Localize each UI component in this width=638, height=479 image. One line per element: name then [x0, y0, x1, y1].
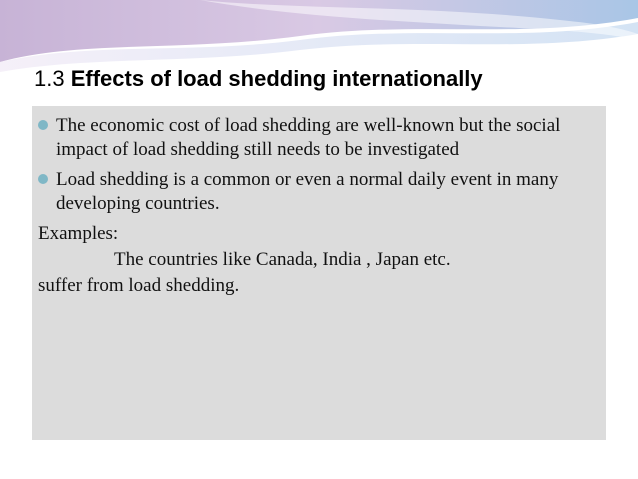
- bullet-text: The economic cost of load shedding are well-known but the social impact of load shedding still needs to be investigated: [56, 115, 561, 160]
- bullet-item: [38, 168, 598, 216]
- slide-content: [38, 114, 598, 298]
- title-heading: Effects of load shedding internationally: [70, 66, 483, 91]
- examples-line-2: suffer from load shedding.: [38, 275, 240, 296]
- examples-line-1: The countries like Canada, India , Japan etc.: [114, 249, 451, 270]
- bullet-dot-icon: [38, 120, 48, 130]
- title-number: 1.3: [34, 66, 65, 91]
- bullet-dot-icon: [38, 174, 48, 184]
- slide-title: [34, 66, 483, 92]
- examples-label: Examples:: [38, 223, 119, 244]
- bullet-text: Load shedding is a common or even a normal daily event in many developing countries.: [56, 169, 559, 214]
- bullet-item: [38, 114, 598, 162]
